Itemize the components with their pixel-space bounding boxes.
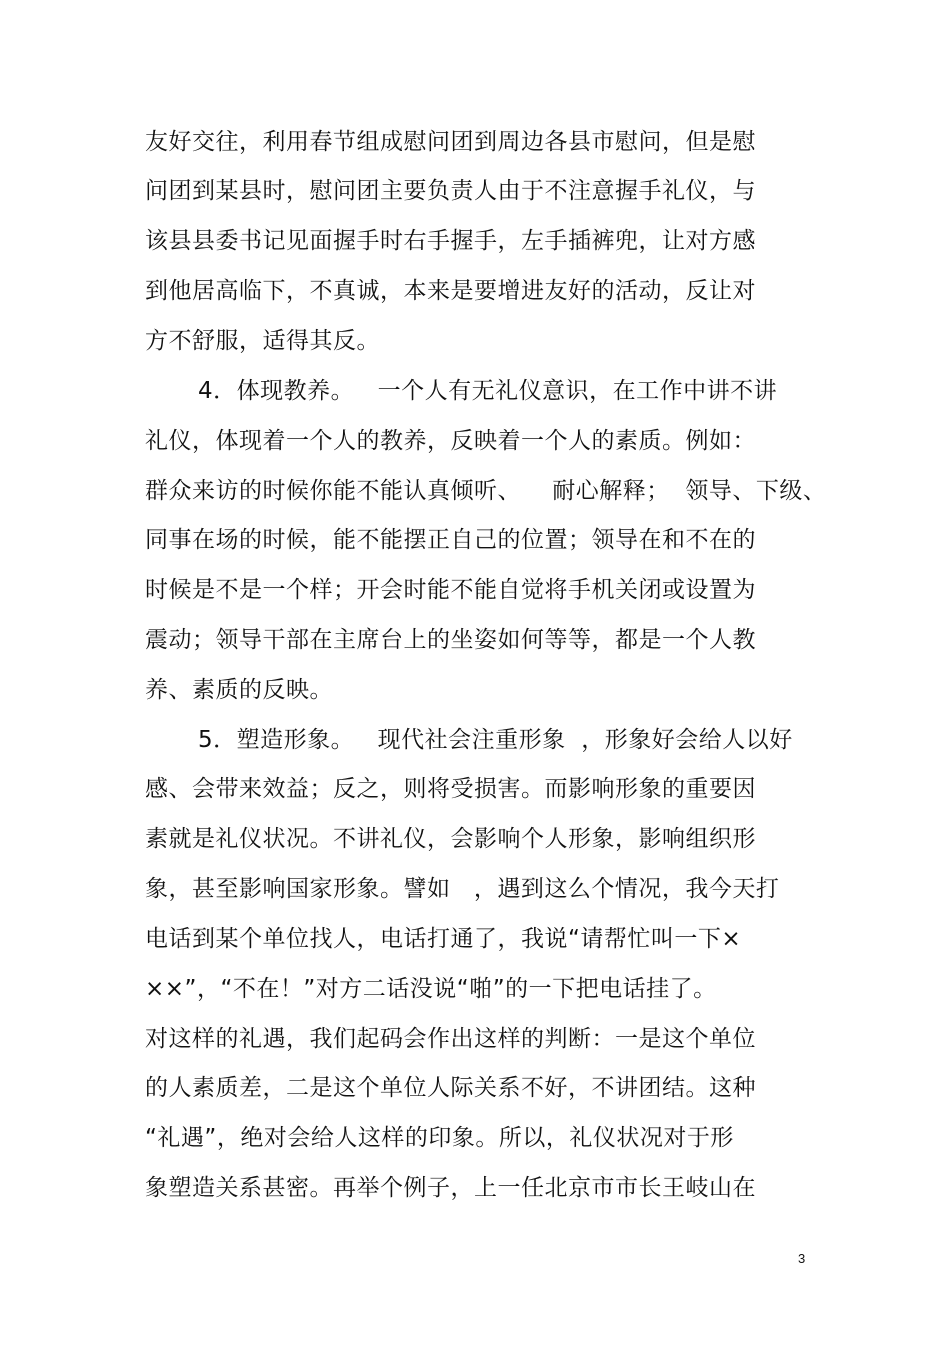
text-line: 素就是礼仪状况。不讲礼仪，会影响个人形象，影响组织形 bbox=[145, 826, 756, 852]
text-line: 的人素质差，二是这个单位人际关系不好，不讲团结。这种 bbox=[145, 1075, 756, 1101]
text-line: ××”，“不在！”对方二话没说“啪”的一下把电话挂了。 bbox=[145, 976, 717, 1002]
text-line: 象塑造关系甚密。再举个例子，上一任北京市市长王岐山在 bbox=[145, 1175, 756, 1201]
text-line: 象，甚至影响国家形象。譬如 ，遇到这么个情况，我今天打 bbox=[145, 876, 780, 902]
page-number: 3 bbox=[798, 1251, 806, 1266]
text-line: 该县县委书记见面握手时右手握手，左手插裤兜，让对方感 bbox=[145, 228, 756, 254]
text-line: 礼仪，体现着一个人的教养，反映着一个人的素质。例如： bbox=[145, 428, 756, 454]
text-line: “礼遇”，绝对会给人这样的印象。所以，礼仪状况对于形 bbox=[145, 1125, 734, 1151]
text-line: 震动；领导干部在主席台上的坐姿如何等等，都是一个人教 bbox=[145, 627, 756, 653]
text-line: 到他居高临下，不真诚，本来是要增进友好的活动，反让对 bbox=[145, 278, 756, 304]
text-line: 养、素质的反映。 bbox=[145, 677, 333, 703]
text-line: 感、会带来效益；反之，则将受损害。而影响形象的重要因 bbox=[145, 776, 756, 802]
text-line: 方不舒服，适得其反。 bbox=[145, 328, 380, 354]
text-line: 同事在场的时候，能不能摆正自己的位置；领导在和不在的 bbox=[145, 527, 756, 553]
text-line: 群众来访的时候你能不能认真倾听、 耐心解释； 领导、下级、 bbox=[145, 478, 827, 504]
text-line: 对这样的礼遇，我们起码会作出这样的判断：一是这个单位 bbox=[145, 1026, 756, 1052]
text-line: 问团到某县时，慰问团主要负责人由于不注意握手礼仪，与 bbox=[145, 178, 756, 204]
section-heading-line: 5．塑造形象。 现代社会注重形象 ，形象好会给人以好 bbox=[198, 727, 793, 753]
section-heading-line: 4．体现教养。 一个人有无礼仪意识，在工作中讲不讲 bbox=[198, 378, 778, 404]
text-line: 电话到某个单位找人，电话打通了，我说“请帮忙叫一下× bbox=[145, 926, 742, 952]
text-line: 友好交往，利用春节组成慰问团到周边各县市慰问，但是慰 bbox=[145, 129, 756, 155]
text-line: 时候是不是一个样；开会时能不能自觉将手机关闭或设置为 bbox=[145, 577, 756, 603]
